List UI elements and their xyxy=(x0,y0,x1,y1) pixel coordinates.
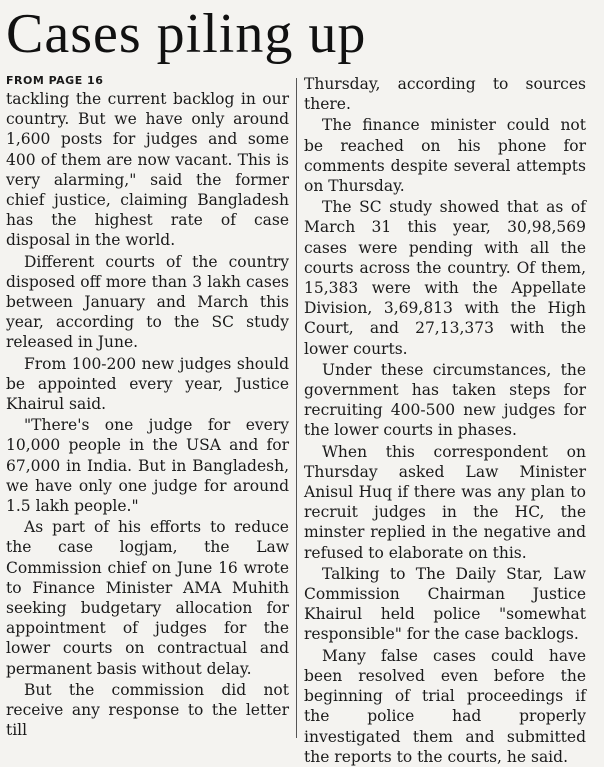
left-paragraph-6: But the commission did not receive any response to the letter till xyxy=(6,680,289,740)
right-column xyxy=(304,74,586,767)
right-paragraph-2: The finance minister could not be reached on his phone for comments despite several attempts on Thursday. xyxy=(304,116,586,196)
right-paragraph-5: When this correspondent on Thursday asked Law Minister Anisul Huq if there was any plan to recruit judges in the HC, the minster replied in the negative and refused to elaborate on this. xyxy=(304,442,586,562)
headline: Cases piling up xyxy=(6,3,367,65)
left-paragraph-4: "There's one judge for every 10,000 people in the USA and for 67,000 in India. But in Bangladesh, we have only one judge for around 1.5 lakh people." xyxy=(6,416,289,516)
right-paragraph-7: Many false cases could have been resolved even before the beginning of trial proceedings if the police had properly investigated them and submitted the reports to the courts, he said. xyxy=(304,646,586,766)
column-divider xyxy=(296,78,297,738)
continuation-label: FROM PAGE 16 xyxy=(6,74,104,87)
right-paragraph-6: Talking to The Daily Star, Law Commission Chairman Justice Khairul held police "somewhat responsible" for the case backlogs. xyxy=(304,564,586,644)
left-paragraph-2: Different courts of the country disposed off more than 3 lakh cases between January and March this year, according to the SC study released in June. xyxy=(6,252,289,352)
right-paragraph-3: The SC study showed that as of March 31 this year, 30,98,569 cases were pending with all the courts across the country. Of them, 15,383 were with the Appellate Division, 3,69,813 with the High Court, and 27,13,373 with the lower courts. xyxy=(304,198,586,358)
left-paragraph-5: As part of his efforts to reduce the case logjam, the Law Commission chief on June 16 wrote to Finance Minister AMA Muhith seeking budgetary allocation for appointment of judges for the lower courts on contractual and permanent basis without delay. xyxy=(6,518,289,678)
left-column xyxy=(6,74,289,741)
right-paragraph-1: Thursday, according to sources there. xyxy=(304,75,586,114)
left-paragraph-3: From 100-200 new judges should be appointed every year, Justice Khairul said. xyxy=(6,354,289,414)
left-paragraph-1: tackling the current backlog in our country. But we have only around 1,600 posts for judges and some 400 of them are now vacant. This is very alarming," said the former chief justice, claiming Bangladesh has the highest rate of case disposal in the world. xyxy=(6,90,289,250)
right-paragraph-4: Under these circumstances, the government has taken steps for recruiting 400-500 new judges for the lower courts in phases. xyxy=(304,360,586,440)
